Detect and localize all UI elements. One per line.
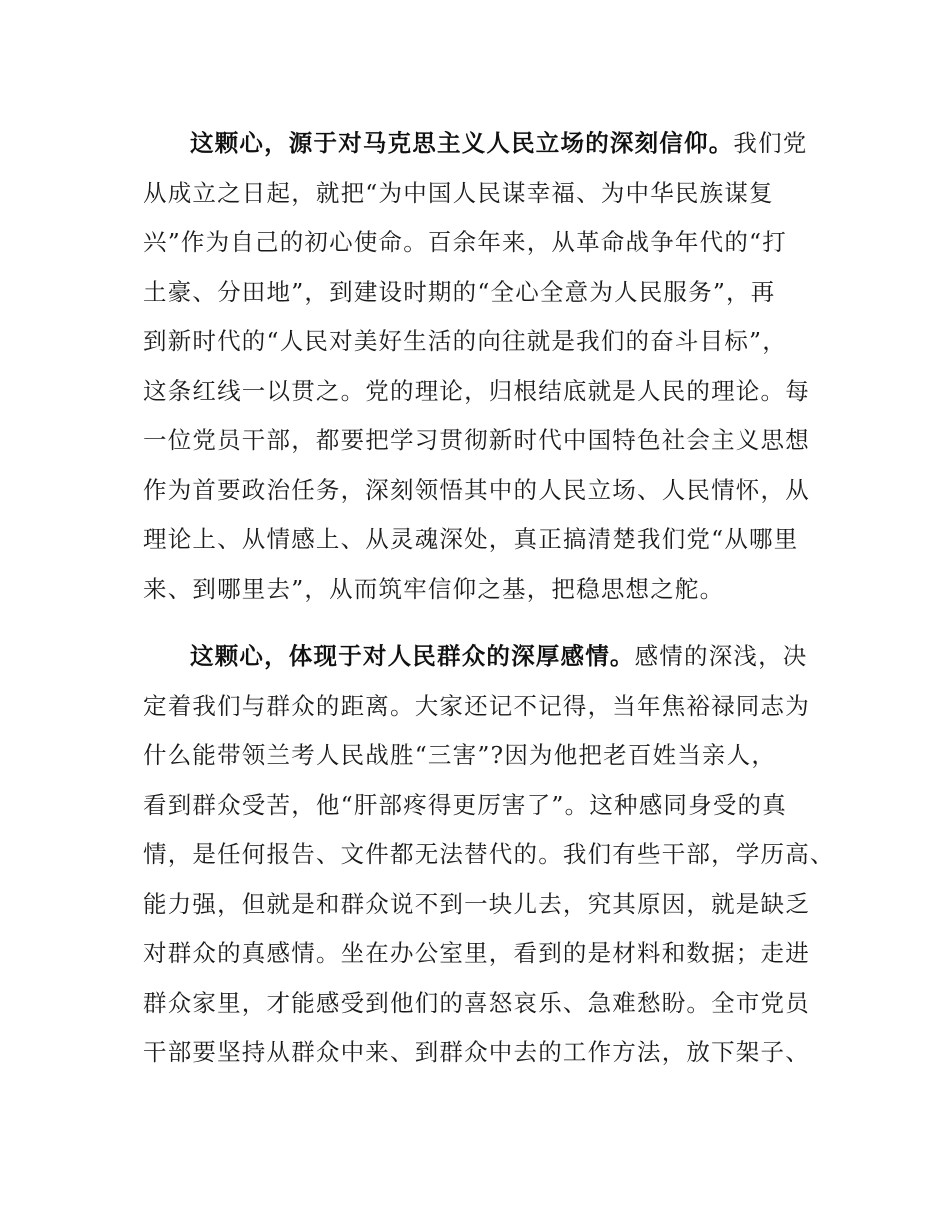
text-line: 一位党员干部，都要把学习贯彻新时代中国特色社会主义思想 xyxy=(143,426,810,454)
text-line: 土豪、分田地”，到建设时期的“全心全意为人民服务”，再 xyxy=(143,277,776,306)
text-line: 能力强，但就是和群众说不到一块儿去，究其原因，就是缺乏 xyxy=(143,889,810,918)
text-line: 什么能带领兰考人民战胜“三害”?因为他把老百姓当亲人， xyxy=(143,741,777,769)
paragraph-first-line xyxy=(143,632,823,682)
text-line: 来、到哪里去”，从而筑牢信仰之基，把稳思想之舵。 xyxy=(143,574,725,603)
paragraph-lead-sentence: 这颗心，源于对马克思主义人民立场的深刻信仰。 xyxy=(190,129,734,157)
text-line: 从成立之日起，就把“为中国人民谋幸福、为中华民族谋复 xyxy=(143,178,774,207)
text-line: 对群众的真感情。坐在办公室里，看到的是材料和数据；走进 xyxy=(143,939,810,967)
paragraph-faith xyxy=(143,119,823,614)
paragraph-lead-sentence: 这颗心，体现于对人民群众的深厚感情。 xyxy=(190,642,635,670)
text-line: 这条红线一以贯之。党的理论，归根结底就是人民的理论。每 xyxy=(143,376,810,405)
paragraph-feelings xyxy=(143,632,835,1078)
text-line: 作为首要政治任务，深刻领悟其中的人民立场、人民情怀，从 xyxy=(143,475,810,504)
text-line: 兴”作为自己的初心使命。百余年来，从革命战争年代的“打 xyxy=(143,228,787,256)
text-line: 我们党 xyxy=(733,129,808,157)
text-line: 群众家里，才能感受到他们的喜怒哀乐、急难愁盼。全市党员 xyxy=(143,988,810,1017)
text-line: 到新时代的“人民对美好生活的向往就是我们的奋斗目标”， xyxy=(143,327,787,355)
text-line: 情，是任何报告、文件都无法替代的。我们有些干部，学历高、 xyxy=(143,840,835,868)
text-line: 看到群众受苦，他“肝部疼得更厉害了”。这种感同身受的真 xyxy=(143,790,787,819)
text-line: 定着我们与群众的距离。大家还记不记得，当年焦裕禄同志为 xyxy=(143,691,810,720)
text-line: 感情的深浅，决 xyxy=(634,642,808,670)
paragraph-first-line xyxy=(143,119,823,169)
text-line: 理论上、从情感上、从灵魂深处，真正搞清楚我们党“从哪里 xyxy=(143,525,799,553)
text-line: 干部要坚持从群众中来、到群众中去的工作方法，放下架子、 xyxy=(143,1038,810,1066)
